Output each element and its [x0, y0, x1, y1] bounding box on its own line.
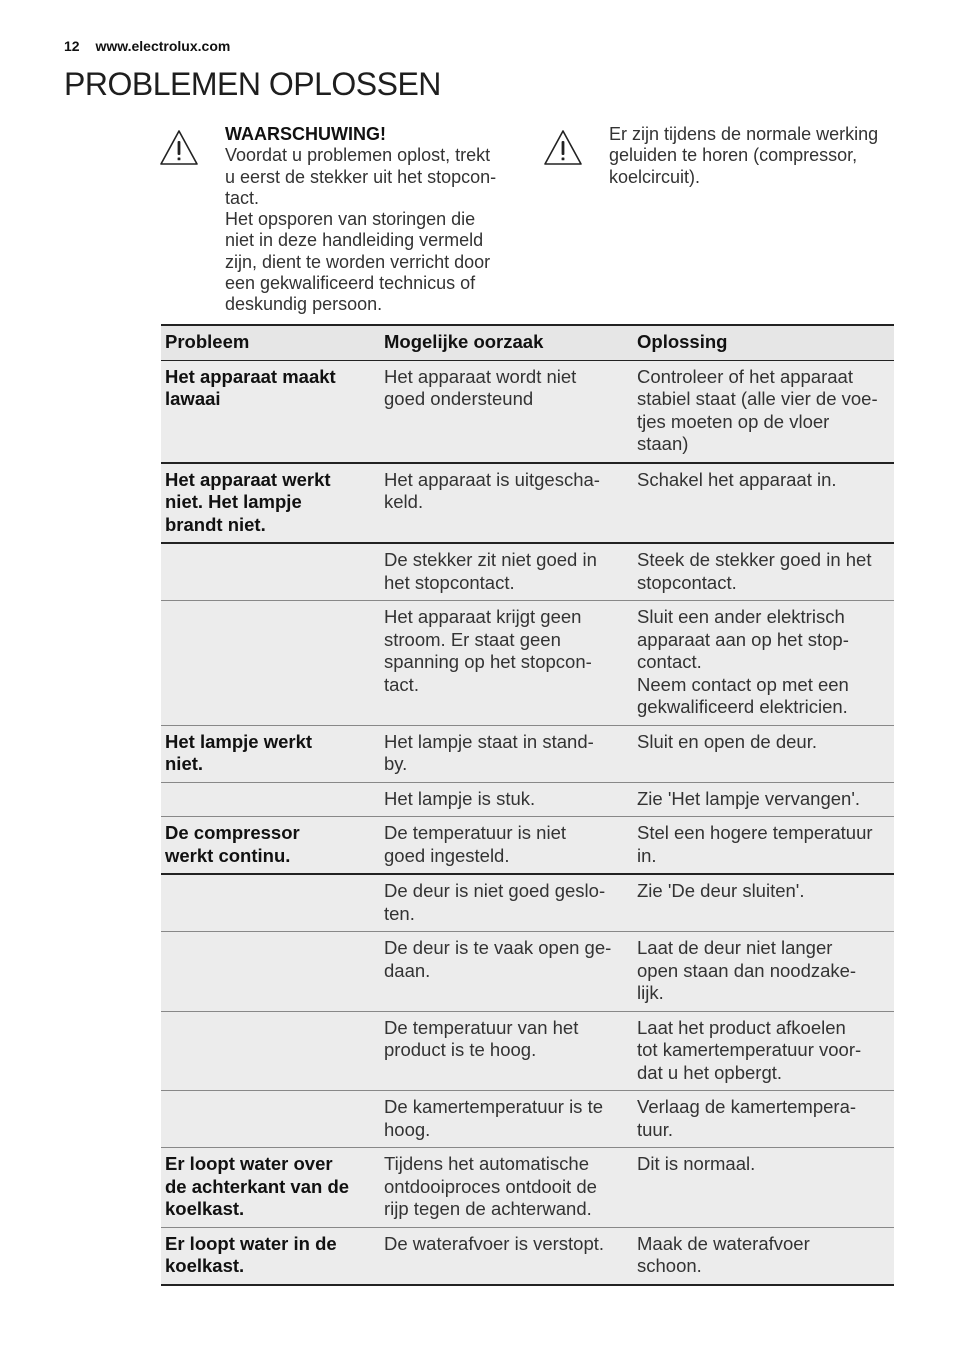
solution-cell: Zie 'De deur sluiten'.	[637, 880, 805, 901]
solution-cell: Zie 'Het lampje vervangen'.	[637, 787, 861, 809]
table-row	[161, 463, 894, 544]
cause-cell: De deur is niet goed geslo- ten.	[384, 880, 606, 924]
solution-cell: Maak de waterafvoer schoon.	[637, 1232, 810, 1276]
solution-cell: Sluit een ander elektrisch apparaat aan op het stop- contact. Neem contact op met een gekwalificeerd elektricien.	[637, 606, 849, 717]
cause-cell: Het apparaat krijgt geen stroom. Er staat geen spanning op het stopcon- tact.	[384, 606, 592, 695]
problem-cell	[161, 543, 380, 601]
column-header-cause: Mogelijke oorzaak	[384, 331, 544, 352]
problem-cell	[161, 782, 380, 817]
solution-cell: Laat de deur niet langer open staan dan noodzake- lijk.	[637, 937, 857, 1003]
cause-cell: De kamertemperatuur is te hoog.	[384, 1096, 604, 1140]
table-row	[161, 360, 894, 463]
troubleshooting-table	[161, 324, 894, 1286]
table-row	[161, 1011, 894, 1091]
solution-cell: Stel een hogere temperatuur in.	[637, 822, 873, 866]
cause-cell: De waterafvoer is verstopt.	[384, 1232, 605, 1254]
table-row	[161, 782, 894, 817]
page-title: PROBLEMEN OPLOSSEN	[64, 66, 441, 102]
cause-cell: De temperatuur van het product is te hoog.	[384, 1016, 579, 1060]
cause-cell: De temperatuur is niet goed ingesteld.	[384, 822, 567, 866]
warning-triangle-icon	[543, 128, 583, 168]
table-row	[161, 725, 894, 782]
solution-cell: Schakel het apparaat in.	[637, 468, 837, 490]
solution-cell: Steek de stekker goed in het stopcontact.	[637, 549, 872, 593]
table-row	[161, 932, 894, 1012]
solution-cell: Controleer of het apparaat stabiel staat (alle vier de voe- tjes moeten op de vloer staan)	[637, 365, 878, 454]
column-header-solution: Oplossing	[637, 331, 728, 352]
problem-cell	[161, 601, 380, 726]
page-number: 12	[64, 38, 80, 54]
warning-triangle-icon	[159, 128, 199, 168]
note-block	[543, 124, 893, 188]
note-text: Er zijn tijdens de normale werking geluiden te horen (compressor, koelcircuit).	[609, 124, 879, 187]
cause-cell: Het lampje is stuk.	[384, 787, 536, 809]
solution-cell: Laat het product afkoelen tot kamertemperatuur voor- dat u het opbergt.	[637, 1016, 862, 1083]
table-row	[161, 874, 894, 932]
problem-cell	[161, 1011, 380, 1091]
problem-cell: Er loopt water over de achterkant van de koelkast.	[165, 1153, 350, 1219]
problem-cell: Het apparaat werkt niet. Het lampje brandt niet.	[165, 468, 331, 535]
problem-cell	[161, 932, 380, 1012]
website-link[interactable]: www.electrolux.com	[95, 38, 231, 54]
problem-cell: De compressor werkt continu.	[165, 822, 300, 866]
table-header-row	[161, 325, 894, 360]
cause-cell: Het apparaat wordt niet goed ondersteund	[384, 365, 577, 409]
warning-title: WAARSCHUWING!	[225, 124, 386, 144]
problem-cell	[161, 874, 380, 932]
table-row	[161, 601, 894, 726]
cause-cell: Tijdens het automatische ontdooiproces ontdooit de rijp tegen de achterwand.	[384, 1153, 597, 1219]
table-row	[161, 1091, 894, 1148]
warning-text: Voordat u problemen oplost, trekt u eerst de stekker uit het stopcon- tact. Het opsporen van storingen die niet in deze handleiding vermeld zijn, dient te worden verricht door een gekwalificeerd technicus of deskundig persoon.	[225, 145, 497, 315]
warning-block	[159, 124, 509, 316]
problem-cell: Het lampje werkt niet.	[165, 730, 313, 774]
problem-cell: Het apparaat maakt lawaai	[165, 365, 336, 409]
solution-cell: Dit is normaal.	[637, 1153, 756, 1174]
cause-cell: De stekker zit niet goed in het stopcontact.	[384, 549, 597, 593]
problem-cell	[161, 1091, 380, 1148]
table-row	[161, 543, 894, 601]
table-row	[161, 1227, 894, 1285]
problem-cell: Er loopt water in de koelkast.	[165, 1232, 337, 1276]
solution-cell: Verlaag de kamertempera- tuur.	[637, 1096, 857, 1140]
cause-cell: Het apparaat is uitgescha- keld.	[384, 468, 600, 512]
solution-cell: Sluit en open de deur.	[637, 730, 818, 752]
table-row	[161, 1148, 894, 1228]
cause-cell: Het lampje staat in stand- by.	[384, 730, 594, 774]
table-row	[161, 817, 894, 875]
column-header-problem: Probleem	[165, 331, 250, 352]
page-header	[64, 38, 230, 54]
cause-cell: De deur is te vaak open ge- daan.	[384, 937, 612, 981]
